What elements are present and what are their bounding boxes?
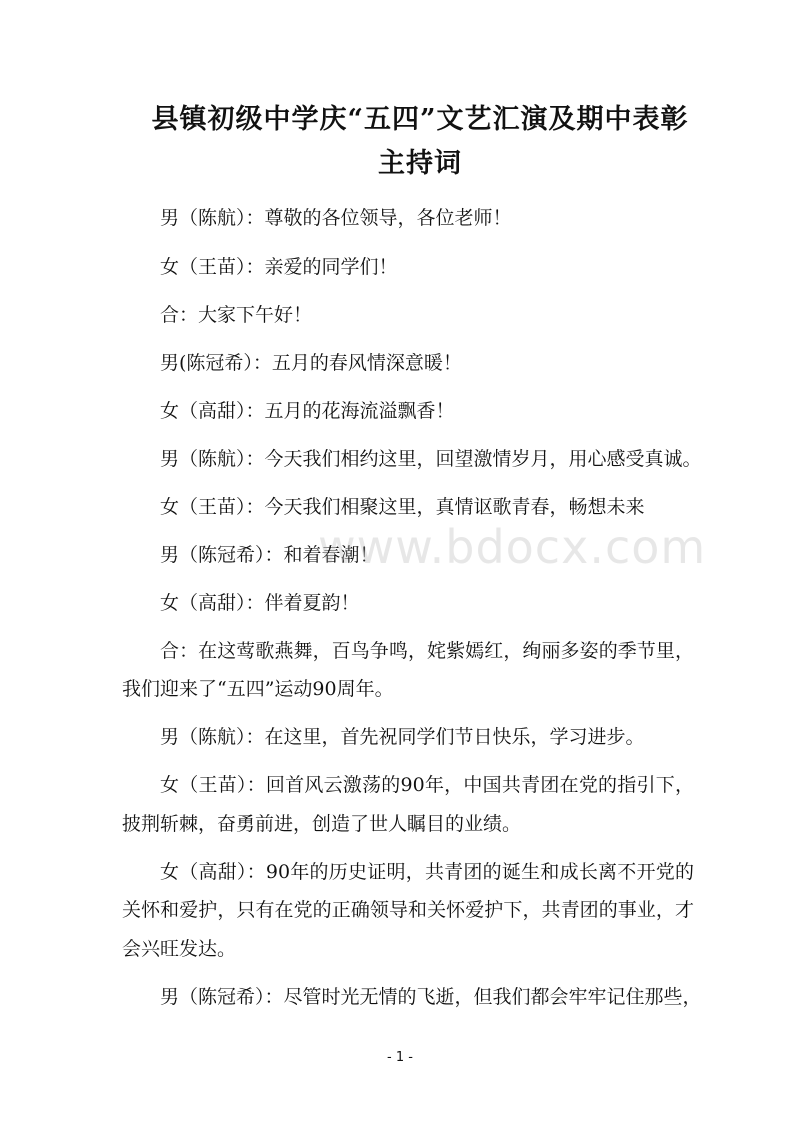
dialogue-line: 男（陈航）：在这里，首先祝同学们节日快乐，学习进步。 — [160, 726, 645, 748]
dialogue-line: 合：在这莺歌燕舞，百鸟争鸣，姹紫嫣红，绚丽多姿的季节里， — [160, 640, 694, 662]
dialogue-line: 女（王苗）：回首风云激荡的90年，中国共青团在党的指引下， — [160, 774, 694, 796]
dialogue-line: 关怀和爱护，只有在党的正确领导和关怀爱护下，共青团的事业，才 — [122, 899, 694, 921]
page-number: - 1 - — [387, 1050, 413, 1065]
dialogue-line: 男（陈航）：尊敬的各位领导，各位老师！ — [160, 207, 512, 229]
document-title: 县镇初级中学庆“五四”文艺汇演及期中表彰主持词 — [151, 104, 689, 179]
watermark: www.bdocx.com — [318, 520, 707, 574]
dialogue-line: 女（高甜）：伴着夏韵！ — [160, 592, 360, 614]
dialogue-line: 我们迎来了“五四”运动90周年。 — [122, 678, 394, 700]
dialogue-line: 男（陈航）：今天我们相约这里，回望激情岁月，用心感受真诚。 — [160, 448, 702, 470]
dialogue-line: 女（王苗）：今天我们相聚这里，真情讴歌青春，畅想未来 — [160, 496, 645, 518]
dialogue-line: 男（陈冠希）：尽管时光无情的飞逝，但我们都会牢牢记住那些， — [160, 986, 702, 1008]
dialogue-line: 男（陈冠希）：和着春潮！ — [160, 544, 379, 566]
dialogue-line: 女（高甜）：90年的历史证明，共青团的诞生和成长离不开党的 — [160, 861, 694, 883]
dialogue-line: 合：大家下午好！ — [160, 304, 313, 326]
dialogue-line: 女（王苗）：亲爱的同学们！ — [160, 256, 398, 278]
dialogue-line: 男(陈冠希）：五月的春风情深意暖！ — [160, 352, 462, 374]
dialogue-line: 女（高甜）：五月的花海流溢飘香！ — [160, 400, 455, 422]
dialogue-line: 会兴旺发达。 — [122, 938, 237, 960]
dialogue-line: 披荆斩棘，奋勇前进，创造了世人瞩目的业绩。 — [122, 813, 522, 835]
